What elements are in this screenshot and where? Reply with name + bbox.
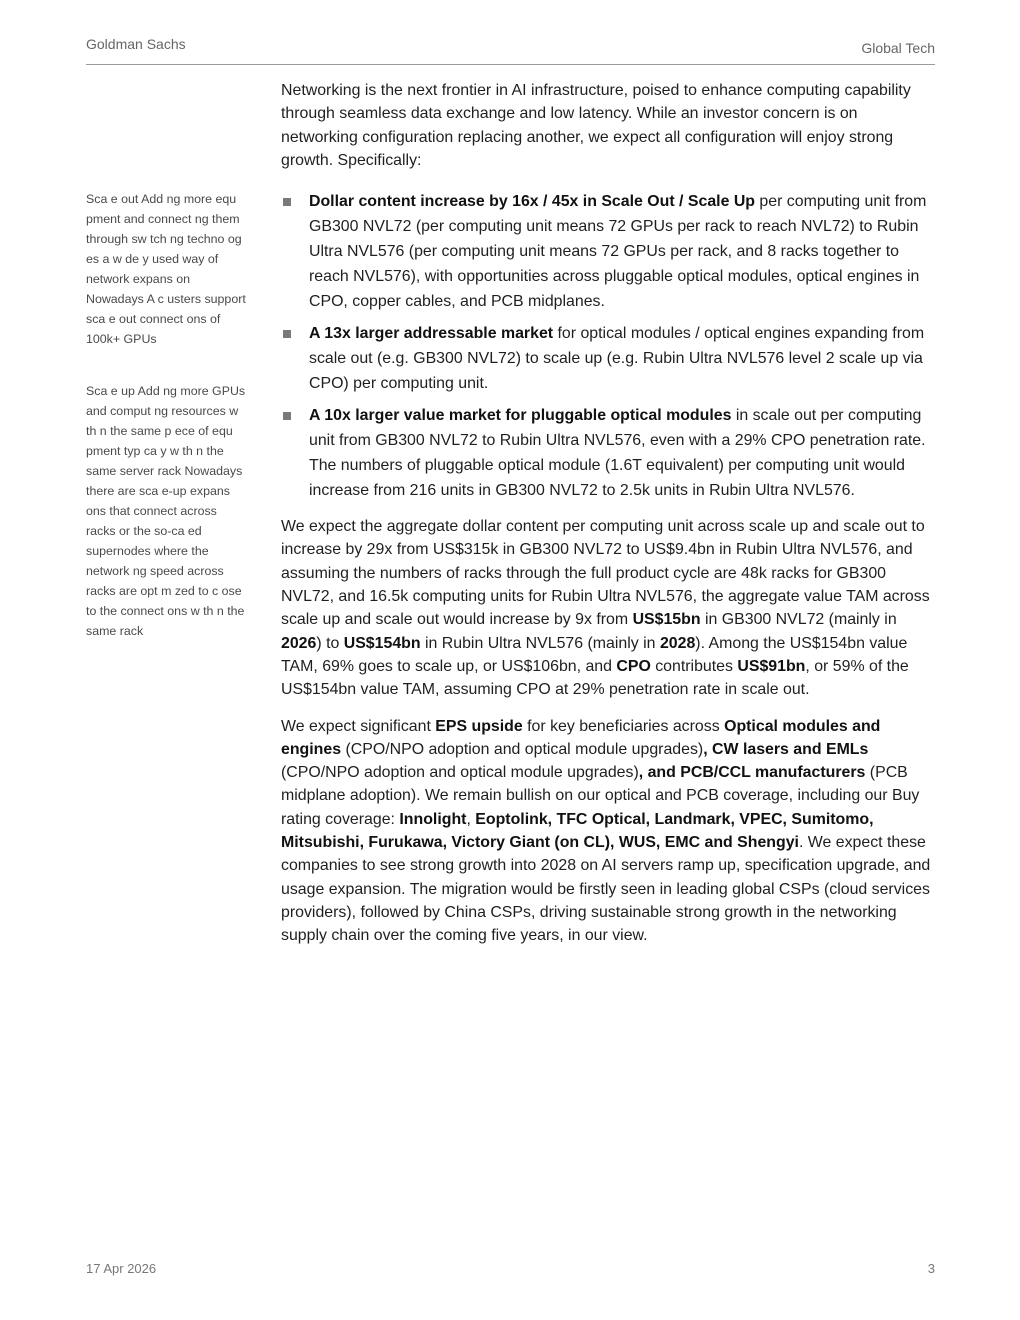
bullet-text: for optical modules / optical engines expanding from scale out (e.g. GB300 NVL72) to scale up (e.g. Rubin Ultra NVL576 level 2 scale up via CPO) per computing unit.	[309, 325, 925, 393]
text-run: (CPO/NPO adoption and optical module upgrades)	[281, 764, 639, 782]
bullet-bold-text: Dollar content increase by 16x / 45x in Scale Out / Scale Up	[309, 193, 756, 211]
bullet-bold-text: A 10x larger value market for pluggable optical modules	[309, 407, 732, 425]
bullet-text: in scale out per computing unit from GB300 NVL72 to Rubin Ultra NVL576, even with a 29% CPO penetration rate. The numbers of pluggable optical module (1.6T equivalent) per computing unit would increase from 216 units in GB300 NVL72 to 2.5k units in Rubin Ultra NVL576.	[309, 407, 926, 500]
bold-run: US$154bn	[343, 634, 421, 652]
bold-run: 2028	[659, 634, 696, 652]
brand-name: Goldman Sachs	[86, 36, 186, 52]
bold-run: , and PCB/CCL manufacturers	[638, 764, 866, 782]
bold-run: CPO	[616, 657, 651, 675]
bullet-bold-text: A 13x larger addressable market	[309, 325, 554, 343]
text-run: ) to	[316, 634, 344, 652]
list-item	[281, 403, 936, 503]
bold-run: EPS upside	[435, 717, 523, 735]
key-points-list	[281, 189, 936, 503]
text-run: (CPO/NPO adoption and optical module upgrades)	[341, 740, 704, 758]
bold-run: 2026	[281, 634, 317, 652]
square-bullet-icon	[283, 412, 291, 420]
text-run: ,	[466, 810, 476, 828]
list-item	[281, 321, 936, 396]
bold-run: Eoptolink, TFC Optical, Landmark, VPEC, Sumitomo, Mitsubishi, Furukawa, Victory Giant (on CL), WUS, EMC and Shengyi	[281, 810, 874, 852]
text-run: ). Among the US$154bn value TAM, 69% goes to scale up, or US$106bn, and	[281, 634, 908, 675]
intro-paragraph: Networking is the next frontier in AI infrastructure, poised to enhance computing capability through seamless data exchange and low latency. While an investor concern is on networking configuration replacing another, we expect all configuration will enjoy strong growth. Specifically:	[281, 82, 911, 169]
text-run: in GB300 NVL72 (mainly in	[700, 611, 897, 629]
page-number: 3	[927, 1261, 935, 1276]
bold-run: , CW lasers and EMLs	[703, 740, 869, 758]
bold-run: US$15bn	[632, 611, 701, 629]
bold-run: Optical modules and engines	[281, 717, 881, 758]
square-bullet-icon	[283, 330, 291, 338]
sidenote-scale-up: Sca e up Add ng more GPUs and comput ng resources w th n the same p ece of equ pment typ ca y w th n the same server rack Nowadays there are sca e-up expans ons that connect across racks or the so-ca ed supernodes where the network ng speed across racks are opt m zed to c ose to the connect ons w th n the same rack	[86, 384, 246, 638]
footer-date: 17 Apr 2026	[86, 1261, 157, 1276]
bullet-text: per computing unit from GB300 NVL72 (per computing unit means 72 GPUs per rack to reach NVL72) to Rubin Ultra NVL576 (per computing unit means 72 GPUs per rack, and 8 racks together to reach NVL576), with opportunities across pluggable optical modules, optical engines in CPO, copper cables, and PCB midplanes.	[309, 193, 927, 311]
main-content	[281, 79, 936, 948]
text-run: for key beneficiaries across	[522, 717, 725, 735]
sidenote-scale-out: Sca e out Add ng more equ pment and connect ng them through sw tch ng techno og es a w de y used way of network expans on Nowadays A c usters support sca e out connect ons of 100k+ GPUs	[86, 192, 246, 346]
tam-paragraph	[281, 515, 936, 701]
text-run: contributes	[650, 657, 738, 675]
text-run: , or 59% of the US$154bn value TAM, assuming CPO at 29% penetration rate in scale out.	[281, 657, 909, 699]
section-title: Global Tech	[861, 40, 935, 56]
bold-run: Innolight	[399, 810, 467, 828]
eps-paragraph	[281, 715, 936, 948]
square-bullet-icon	[283, 198, 291, 206]
text-run: in Rubin Ultra NVL576 (mainly in	[420, 634, 660, 652]
text-run: (PCB midplane adoption). We remain bullish on our optical and PCB coverage, including our Buy rating coverage:	[281, 764, 920, 828]
list-item	[281, 189, 936, 314]
text-run: . We expect these companies to see strong growth into 2028 on AI servers ramp up, specification upgrade, and usage expansion. The migration would be firstly seen in leading global CSPs (cloud services providers), followed by China CSPs, driving sustainable strong growth in the networking supply chain over the coming five years, in our view.	[281, 834, 931, 945]
bold-run: US$91bn	[737, 657, 806, 675]
text-run: We expect the aggregate dollar content per computing unit across scale up and scale out to increase by 29x from US$315k in GB300 NVL72 to US$9.4bn in Rubin Ultra NVL576, and assuming the numbers of racks through the full product cycle are 48k racks for GB300 NVL72, and 16.5k computing units for Rubin Ultra NVL576, the aggregate value TAM across scale up and scale out would increase by 9x from	[281, 518, 930, 629]
text-run: We expect significant	[281, 717, 436, 735]
page-header	[86, 34, 935, 65]
